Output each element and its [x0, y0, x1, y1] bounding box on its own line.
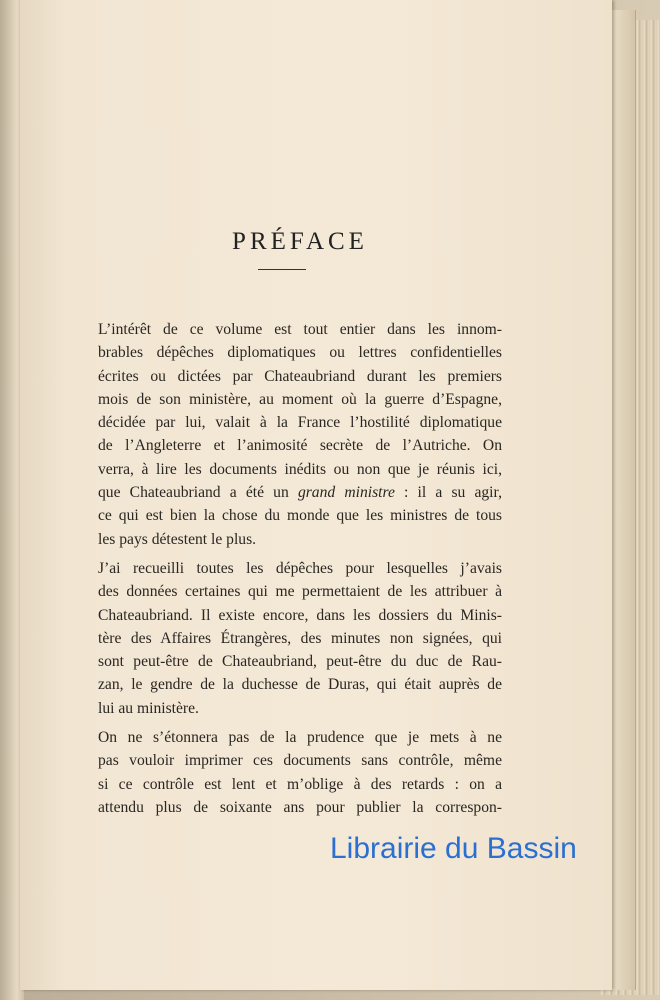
- text-line: verra, à lire les documents inédits ou non que je réunis ici,: [98, 460, 502, 478]
- text-line: ce qui est bien la chose du monde que les ministres de tous: [98, 507, 502, 525]
- paragraph-3: [80, 726, 502, 819]
- text-line: décidée par lui, valait à la France l’hostilité diplomatique: [98, 414, 502, 432]
- text-line: les pays détestent le plus.: [98, 530, 257, 548]
- text-line: tère des Affaires Étrangères, des minutes non signées, qui: [98, 629, 502, 647]
- text-line: zan, le gendre de la duchesse de Duras, qui était auprès de: [98, 676, 502, 694]
- text-line: si ce contrôle est lent et m’oblige à des retards : on a: [98, 775, 502, 793]
- text-fragment: que Chateaubriand a été un: [98, 484, 298, 502]
- text-line: attendu plus de soixante ans pour publier la correspon-: [98, 798, 502, 816]
- text-line: des données certaines qui me permettaient de les attribuer à: [98, 583, 502, 601]
- text-line: [80, 481, 502, 504]
- text-line: sont peut-être de Chateaubriand, peut-être du duc de Rau-: [98, 653, 502, 671]
- text-line: pas vouloir imprimer ces documents sans contrôle, même: [98, 752, 502, 770]
- paragraph-1: [80, 318, 502, 551]
- text-fragment: : il a su agir,: [394, 484, 502, 502]
- body-text: [80, 318, 502, 819]
- text-line: brables dépêches diplomatiques ou lettres confidentielles: [98, 344, 502, 362]
- text-line: Chateaubriand. Il existe encore, dans les dossiers du Minis-: [98, 606, 502, 624]
- page-title: PRÉFACE: [232, 228, 368, 255]
- paragraph-2: [80, 557, 502, 720]
- text-line: écrites ou dictées par Chateaubriand durant les premiers: [98, 367, 502, 385]
- text-line: On ne s’étonnera pas de la prudence que je mets à ne: [98, 729, 502, 747]
- italic-phrase: grand ministre: [297, 484, 395, 502]
- text-line: mois de son ministère, au moment où la guerre d’Espagne,: [98, 390, 502, 408]
- text-line: lui au ministère.: [98, 699, 199, 717]
- title-rule: [258, 269, 306, 270]
- text-line: J’ai recueilli toutes les dépêches pour lesquelles j’avais: [98, 559, 502, 577]
- watermark-text: Librairie du Bassin: [330, 832, 577, 865]
- text-line: de l’Angleterre et l’animosité secrète de l’Autriche. On: [98, 437, 502, 455]
- text-line: L’intérêt de ce volume est tout entier dans les innom-: [98, 321, 502, 338]
